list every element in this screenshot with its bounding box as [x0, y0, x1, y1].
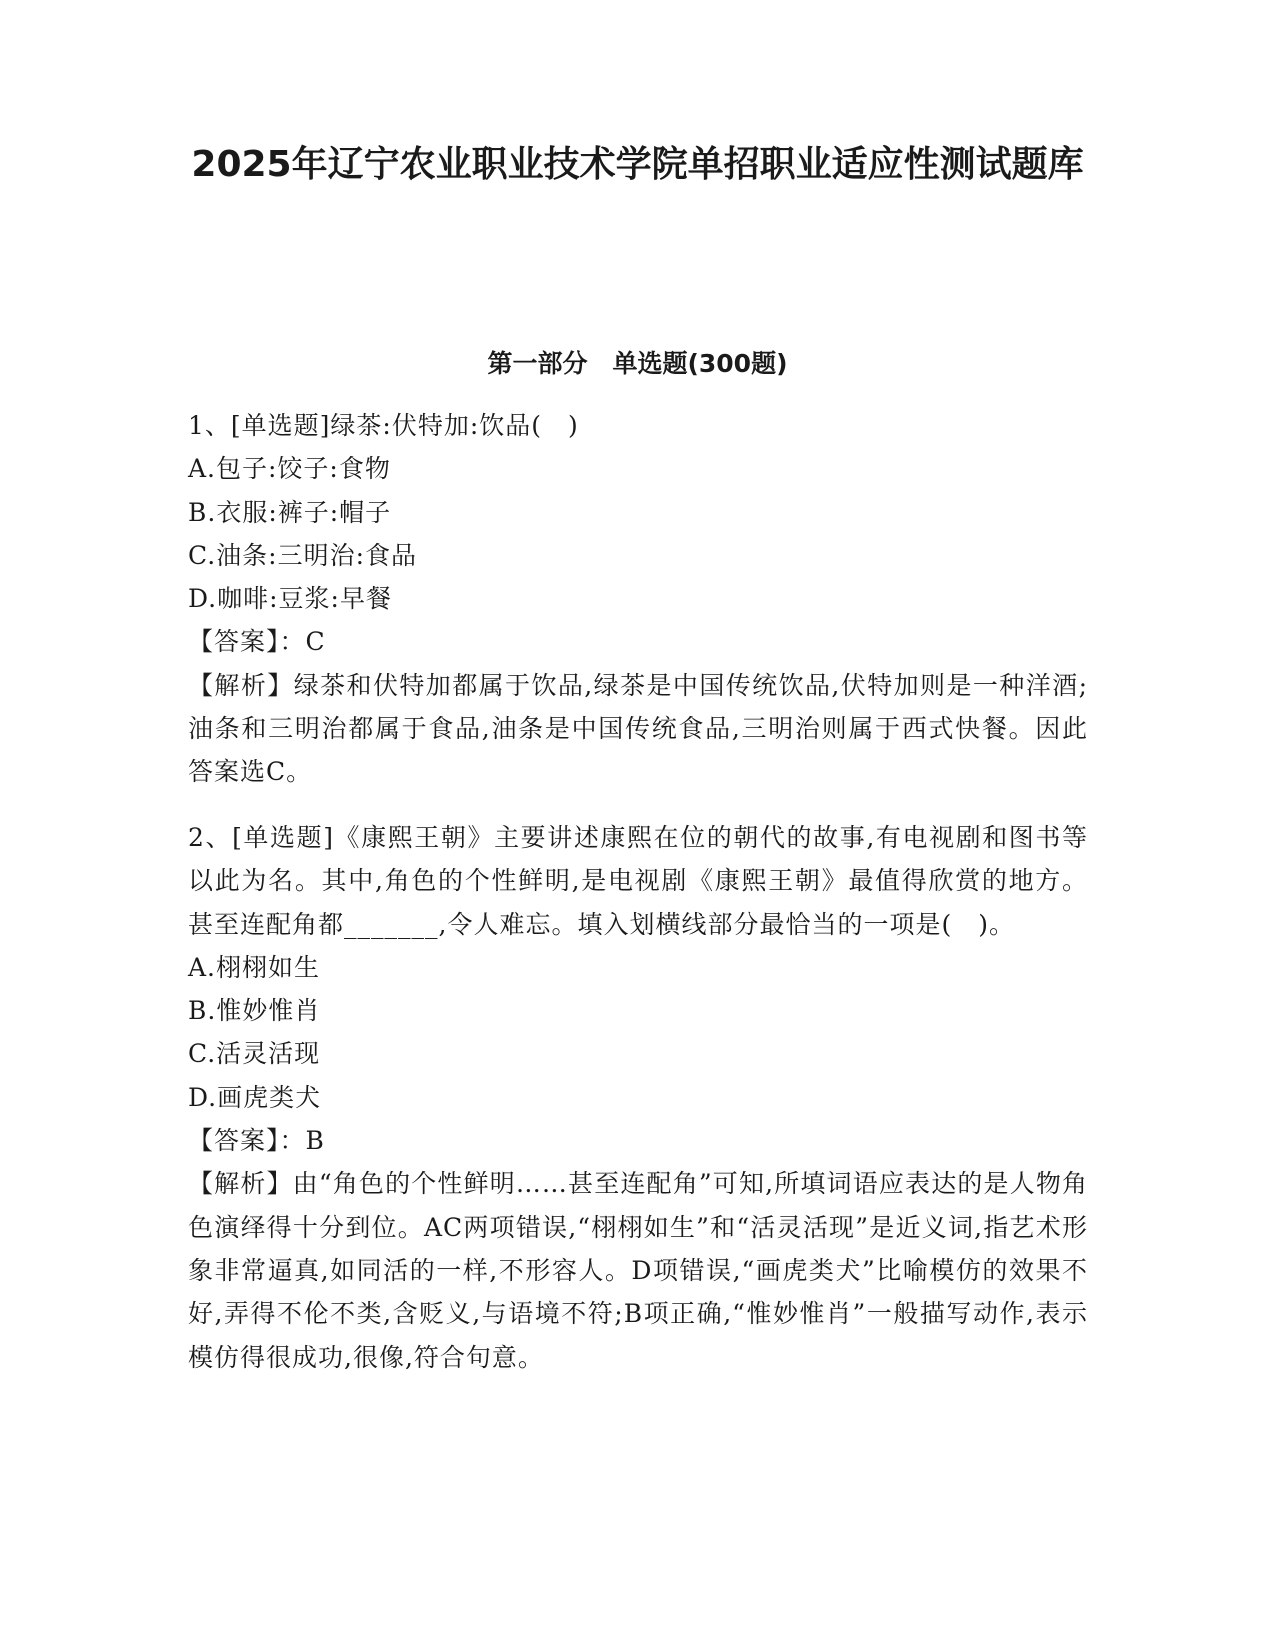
option-c: C.油条:三明治:食品: [188, 540, 418, 570]
answer-value: ：B: [279, 1126, 325, 1156]
answer-line: [188, 620, 1088, 663]
answer-label: 【答案】: [188, 627, 280, 657]
explanation: [188, 1162, 1088, 1378]
option-a: A.包子:饺子:食物: [188, 454, 391, 484]
answer-value: ：C: [279, 627, 326, 657]
option-b: B.惟妙惟肖: [188, 996, 321, 1026]
explanation: [188, 664, 1088, 794]
explanation-label: 【解析】: [188, 1169, 293, 1199]
document-title: 2025年辽宁农业职业技术学院单招职业适应性测试题库: [191, 144, 1084, 185]
option-a: A.栩栩如生: [188, 952, 321, 982]
option-b: B.衣服:裤子:帽子: [188, 497, 392, 527]
question-stem: 1、[单选题]绿茶:伏特加:饮品( ): [188, 411, 579, 440]
explanation-text: 由“角色的个性鲜明……甚至连配角”可知,所填词语应表达的是人物角色演绎得十分到位。AC两项错误,“栩栩如生”和“活灵活现”是近义词,指艺术形象非常逼真,如同活的一样,不形容人。D项错误,“画虎类犬”比喻模仿的效果不好,弄得不伦不类,含贬义,与语境不符;B项正确,“惟妙惟肖”一般描写动作,表示模仿得很成功,很像,符合句意。: [188, 1169, 1088, 1372]
section-heading: 第一部分 单选题(300题): [487, 349, 788, 378]
option-c: C.活灵活现: [188, 1039, 321, 1069]
question-1: [188, 404, 1088, 794]
answer-line: [188, 1119, 1088, 1162]
option-d: D.画虎类犬: [188, 1082, 322, 1112]
explanation-text: 绿茶和伏特加都属于饮品,绿茶是中国传统饮品,伏特加则是一种洋酒;油条和三明治都属于食品,油条是中国传统食品,三明治则属于西式快餐。因此答案选C。: [188, 670, 1088, 787]
question-stem: 2、[单选题]《康熙王朝》主要讲述康熙在位的朝代的故事,有电视剧和图书等以此为名。其中,角色的个性鲜明,是电视剧《康熙王朝》最值得欣赏的地方。甚至连配角都_______,令人难忘。填入划横线部分最恰当的一项是( )。: [188, 823, 1088, 939]
question-2: [188, 816, 1088, 1379]
explanation-label: 【解析】: [188, 670, 294, 700]
option-d: D.咖啡:豆浆:早餐: [188, 584, 392, 614]
answer-label: 【答案】: [188, 1126, 280, 1156]
